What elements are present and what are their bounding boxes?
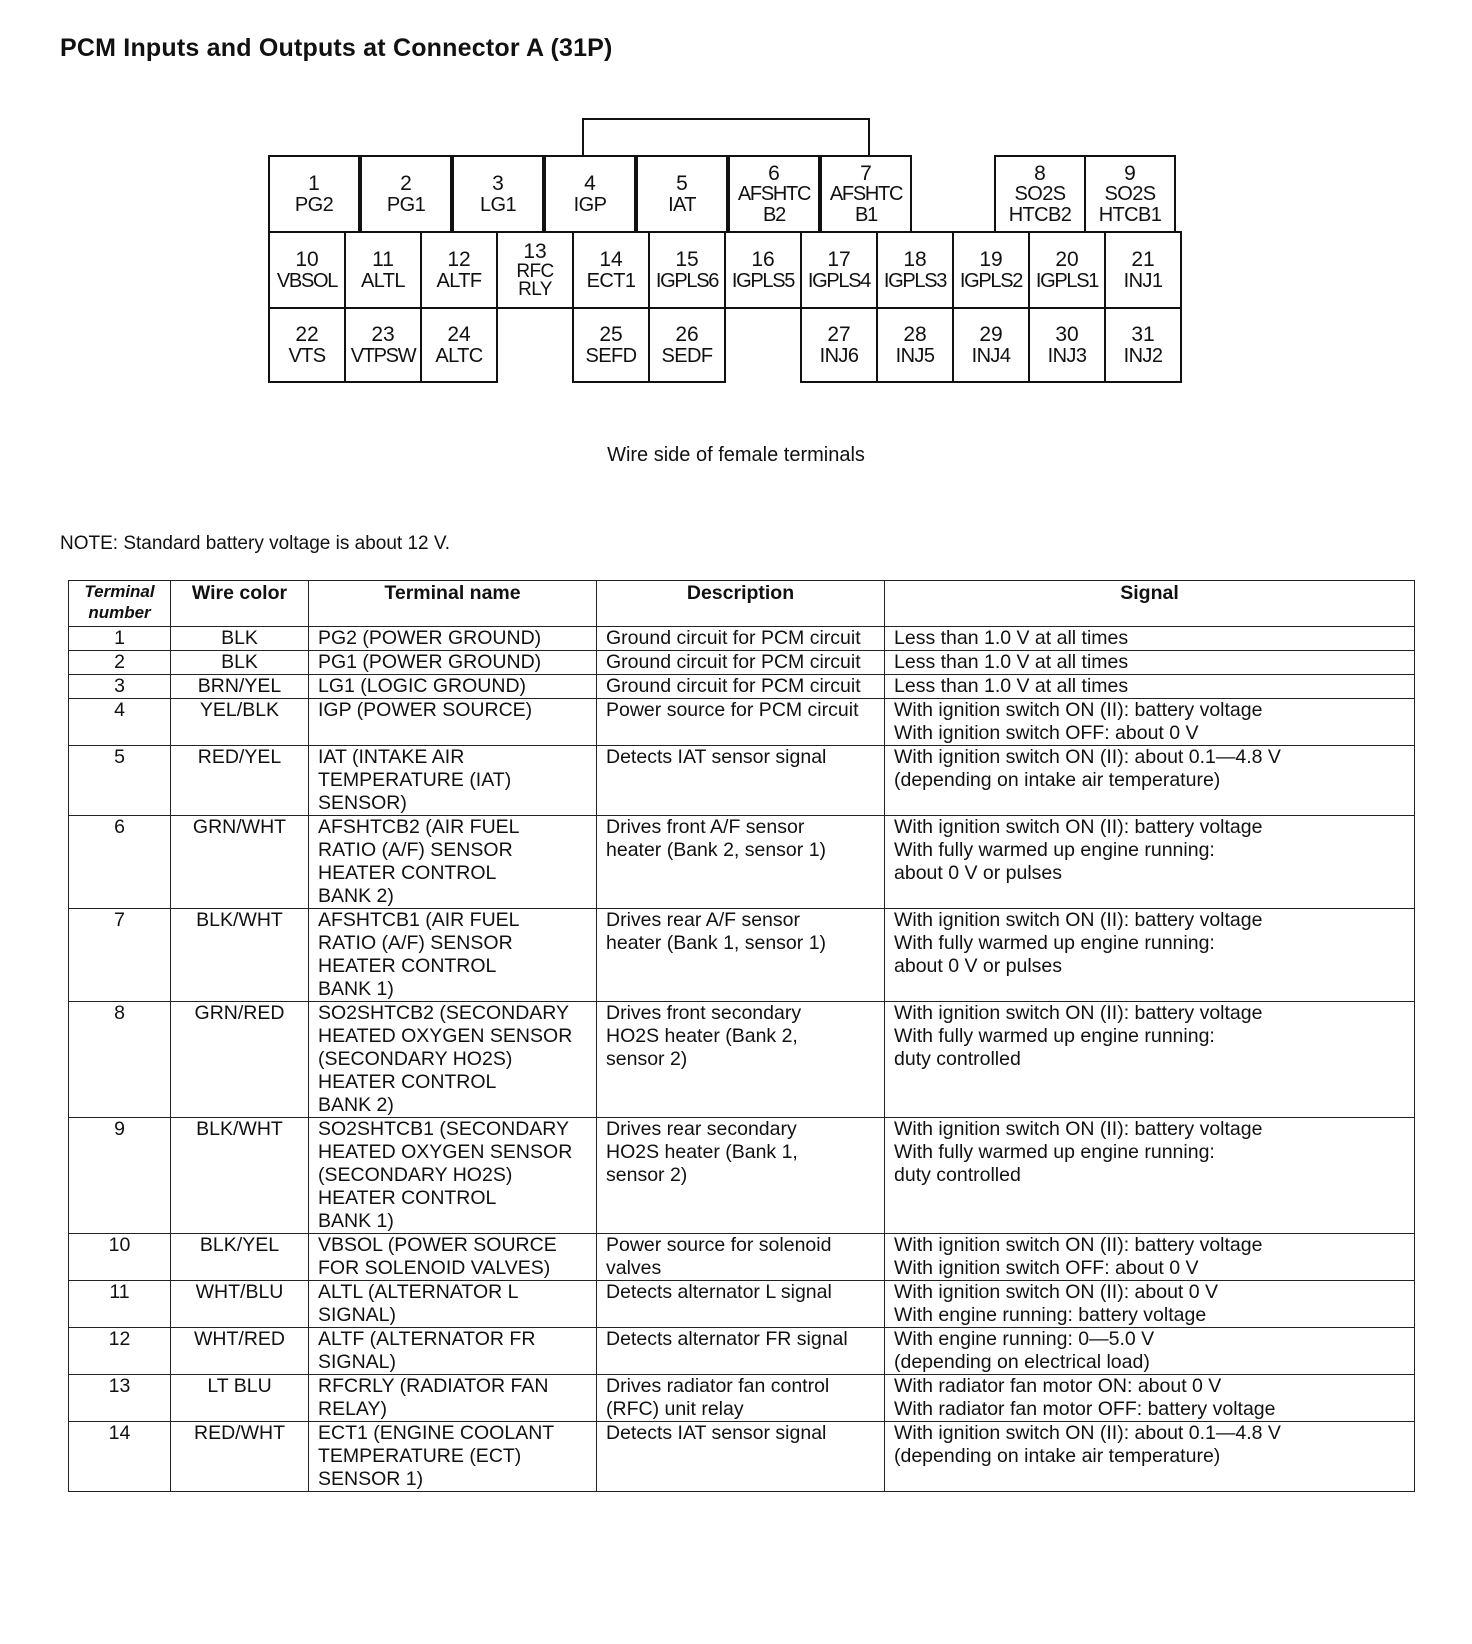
terminal-name: INJ5 — [895, 344, 935, 367]
terminal-number-cell: 1 — [69, 627, 171, 651]
terminal-number: 15 — [675, 248, 699, 272]
terminal-cell-10 — [268, 231, 346, 309]
terminal-name: PG2 — [294, 193, 334, 216]
header-signal: Signal — [885, 581, 1415, 627]
table-row — [69, 746, 1415, 816]
terminal-name: IAT — [668, 193, 696, 216]
terminal-number: 31 — [1131, 323, 1155, 347]
terminal-name: IGPLS6 — [655, 269, 719, 292]
description-cell: Drives front A/F sensor heater (Bank 2, sensor 1) — [597, 816, 885, 909]
description-cell: Detects IAT sensor signal — [597, 1422, 885, 1492]
terminal-name: VTS — [288, 344, 326, 367]
terminal-name: IGP — [573, 193, 607, 216]
terminal-cell-24 — [420, 307, 498, 383]
header-terminal-number: Terminal number — [69, 581, 171, 627]
terminal-name-cell: ALTF (ALTERNATOR FR SIGNAL) — [309, 1328, 597, 1375]
terminal-name-cell: SO2SHTCB1 (SECONDARY HEATED OXYGEN SENSOR (SECONDARY HO2S) HEATER CONTROL BANK 1) — [309, 1118, 597, 1234]
signal-cell: With engine running: 0—5.0 V (depending on electrical load) — [885, 1328, 1415, 1375]
description-cell: Drives rear A/F sensor heater (Bank 1, sensor 1) — [597, 909, 885, 1002]
terminal-name: INJ4 — [971, 344, 1011, 367]
description-cell: Detects alternator FR signal — [597, 1328, 885, 1375]
terminal-name: ECT1 — [586, 269, 636, 292]
terminal-number-cell: 11 — [69, 1281, 171, 1328]
terminal-cell-26 — [648, 307, 726, 383]
wire-color-cell: LT BLU — [171, 1375, 309, 1422]
terminal-name-cell: IAT (INTAKE AIR TEMPERATURE (IAT) SENSOR) — [309, 746, 597, 816]
terminal-name-cell: PG1 (POWER GROUND) — [309, 651, 597, 675]
terminal-number-cell: 4 — [69, 699, 171, 746]
terminal-number: 10 — [295, 248, 319, 272]
terminal-number: 24 — [447, 323, 471, 347]
terminal-cell-30 — [1028, 307, 1106, 383]
terminal-number: 2 — [400, 172, 412, 196]
terminal-name-cell: AFSHTCB1 (AIR FUEL RATIO (A/F) SENSOR HEATER CONTROL BANK 1) — [309, 909, 597, 1002]
signal-cell: With ignition switch ON (II): battery voltage With fully warmed up engine running: about 0 V or pulses — [885, 909, 1415, 1002]
terminal-cell-12 — [420, 231, 498, 309]
terminal-cell-2 — [360, 155, 452, 233]
terminal-number-cell: 12 — [69, 1328, 171, 1375]
wire-color-cell: BLK/YEL — [171, 1234, 309, 1281]
terminal-number: 4 — [584, 172, 596, 196]
terminal-number: 28 — [903, 323, 927, 347]
table-row — [69, 1234, 1415, 1281]
signal-cell: Less than 1.0 V at all times — [885, 675, 1415, 699]
terminal-table — [68, 580, 1415, 1492]
terminal-cell-29 — [952, 307, 1030, 383]
table-row — [69, 1118, 1415, 1234]
terminal-number: 25 — [599, 323, 623, 347]
terminal-cell-8 — [994, 155, 1086, 233]
terminal-number: 12 — [447, 248, 471, 272]
terminal-number: 7 — [860, 161, 872, 185]
terminal-name: IGPLS4 — [807, 269, 871, 292]
terminal-name: IGPLS1 — [1035, 269, 1099, 292]
terminal-number: 26 — [675, 323, 699, 347]
terminal-name: VBSOL — [276, 269, 338, 292]
description-cell: Power source for PCM circuit — [597, 699, 885, 746]
table-header-row — [69, 581, 1415, 627]
table-row — [69, 1375, 1415, 1422]
terminal-number: 9 — [1124, 161, 1136, 185]
terminal-name: ALTL — [361, 269, 405, 292]
terminal-number: 20 — [1055, 248, 1079, 272]
terminal-name: LG1 — [479, 193, 516, 216]
terminal-number: 13 — [523, 240, 547, 264]
terminal-number: 11 — [372, 248, 394, 272]
terminal-name: INJ2 — [1123, 344, 1163, 367]
terminal-cell-3 — [452, 155, 544, 233]
terminal-name: AFSHTC B2 — [737, 183, 811, 226]
table-row — [69, 675, 1415, 699]
terminal-cell-4 — [544, 155, 636, 233]
terminal-number: 29 — [979, 323, 1003, 347]
terminal-cell-17 — [800, 231, 878, 309]
terminal-cell-22 — [268, 307, 346, 383]
wire-color-cell: BLK/WHT — [171, 1118, 309, 1234]
wire-color-cell: BLK — [171, 651, 309, 675]
terminal-name: SEDF — [661, 344, 713, 367]
terminal-cell-5 — [636, 155, 728, 233]
terminal-name-cell: PG2 (POWER GROUND) — [309, 627, 597, 651]
terminal-number: 3 — [492, 172, 504, 196]
voltage-note: NOTE: Standard battery voltage is about 12 V. — [60, 533, 451, 554]
terminal-cell-28 — [876, 307, 954, 383]
terminal-cell-7 — [820, 155, 912, 233]
wire-color-cell: BRN/YEL — [171, 675, 309, 699]
terminal-cell-15 — [648, 231, 726, 309]
terminal-number-cell: 14 — [69, 1422, 171, 1492]
terminal-name-cell: LG1 (LOGIC GROUND) — [309, 675, 597, 699]
terminal-number: 8 — [1034, 161, 1046, 185]
terminal-name: VTPSW — [350, 344, 416, 367]
table-row — [69, 1002, 1415, 1118]
terminal-number-cell: 8 — [69, 1002, 171, 1118]
terminal-name: INJ6 — [819, 344, 859, 367]
terminal-cell-11 — [344, 231, 422, 309]
terminal-cell-25 — [572, 307, 650, 383]
connector-diagram — [268, 118, 1214, 403]
terminal-name-cell: AFSHTCB2 (AIR FUEL RATIO (A/F) SENSOR HEATER CONTROL BANK 2) — [309, 816, 597, 909]
terminal-name-cell: SO2SHTCB2 (SECONDARY HEATED OXYGEN SENSOR (SECONDARY HO2S) HEATER CONTROL BANK 2) — [309, 1002, 597, 1118]
terminal-name: IGPLS5 — [731, 269, 795, 292]
terminal-number: 17 — [827, 248, 851, 272]
terminal-number: 5 — [676, 172, 688, 196]
terminal-number-cell: 7 — [69, 909, 171, 1002]
terminal-cell-19 — [952, 231, 1030, 309]
signal-cell: With ignition switch ON (II): about 0 V With engine running: battery voltage — [885, 1281, 1415, 1328]
page-title: PCM Inputs and Outputs at Connector A (31P) — [60, 34, 613, 62]
terminal-number: 1 — [308, 172, 320, 196]
signal-cell: Less than 1.0 V at all times — [885, 651, 1415, 675]
terminal-number-cell: 5 — [69, 746, 171, 816]
wire-color-cell: RED/WHT — [171, 1422, 309, 1492]
terminal-cell-9 — [1084, 155, 1176, 233]
signal-cell: With ignition switch ON (II): battery voltage With fully warmed up engine running: about 0 V or pulses — [885, 816, 1415, 909]
terminal-cell-16 — [724, 231, 802, 309]
wire-color-cell: RED/YEL — [171, 746, 309, 816]
terminal-number: 14 — [599, 248, 623, 272]
terminal-number: 6 — [768, 161, 780, 185]
description-cell: Drives radiator fan control (RFC) unit relay — [597, 1375, 885, 1422]
terminal-number: 18 — [903, 248, 927, 272]
terminal-number-cell: 9 — [69, 1118, 171, 1234]
terminal-cell-21 — [1104, 231, 1182, 309]
terminal-cell-27 — [800, 307, 878, 383]
terminal-name: IGPLS3 — [883, 269, 947, 292]
description-cell: Drives rear secondary HO2S heater (Bank 1, sensor 2) — [597, 1118, 885, 1234]
terminal-name-cell: IGP (POWER SOURCE) — [309, 699, 597, 746]
wire-color-cell: GRN/RED — [171, 1002, 309, 1118]
terminal-cell-23 — [344, 307, 422, 383]
signal-cell: With ignition switch ON (II): about 0.1—4.8 V (depending on intake air temperature) — [885, 1422, 1415, 1492]
signal-cell: With radiator fan motor ON: about 0 V With radiator fan motor OFF: battery voltage — [885, 1375, 1415, 1422]
wire-color-cell: BLK — [171, 627, 309, 651]
table-row — [69, 816, 1415, 909]
terminal-name-cell: VBSOL (POWER SOURCE FOR SOLENOID VALVES) — [309, 1234, 597, 1281]
description-cell: Detects IAT sensor signal — [597, 746, 885, 816]
terminal-name: ALTF — [436, 269, 482, 292]
terminal-number: 23 — [371, 323, 395, 347]
wire-color-cell: YEL/BLK — [171, 699, 309, 746]
terminal-name: INJ1 — [1123, 269, 1163, 292]
wire-color-cell: WHT/RED — [171, 1328, 309, 1375]
signal-cell: With ignition switch ON (II): about 0.1—4.8 V (depending on intake air temperature) — [885, 746, 1415, 816]
terminal-number-cell: 6 — [69, 816, 171, 909]
table-row — [69, 699, 1415, 746]
terminal-number: 19 — [979, 248, 1003, 272]
terminal-cell-14 — [572, 231, 650, 309]
terminal-name-cell: RFCRLY (RADIATOR FAN RELAY) — [309, 1375, 597, 1422]
header-terminal-name: Terminal name — [309, 581, 597, 627]
terminal-name: SEFD — [585, 344, 637, 367]
signal-cell: With ignition switch ON (II): battery voltage With fully warmed up engine running: duty controlled — [885, 1002, 1415, 1118]
terminal-number: 22 — [295, 323, 319, 347]
table-row — [69, 627, 1415, 651]
wire-color-cell: GRN/WHT — [171, 816, 309, 909]
description-cell: Power source for solenoid valves — [597, 1234, 885, 1281]
terminal-name: RFC RLY — [516, 260, 554, 300]
terminal-cell-6 — [728, 155, 820, 233]
terminal-number: 16 — [751, 248, 775, 272]
connector-caption: Wire side of female terminals — [607, 444, 865, 466]
terminal-name: INJ3 — [1047, 344, 1087, 367]
terminal-name: SO2S HTCB2 — [1008, 183, 1072, 226]
header-wire-color: Wire color — [171, 581, 309, 627]
terminal-name: PG1 — [386, 193, 426, 216]
description-cell: Ground circuit for PCM circuit — [597, 675, 885, 699]
terminal-name-cell: ECT1 (ENGINE COOLANT TEMPERATURE (ECT) SENSOR 1) — [309, 1422, 597, 1492]
table-row — [69, 1281, 1415, 1328]
wire-color-cell: WHT/BLU — [171, 1281, 309, 1328]
terminal-number-cell: 13 — [69, 1375, 171, 1422]
terminal-cell-13 — [496, 231, 574, 309]
wire-color-cell: BLK/WHT — [171, 909, 309, 1002]
signal-cell: With ignition switch ON (II): battery voltage With fully warmed up engine running: duty controlled — [885, 1118, 1415, 1234]
table-row — [69, 1422, 1415, 1492]
description-cell: Drives front secondary HO2S heater (Bank 2, sensor 2) — [597, 1002, 885, 1118]
terminal-cell-18 — [876, 231, 954, 309]
terminal-name: AFSHTC B1 — [829, 183, 903, 226]
table-row — [69, 651, 1415, 675]
description-cell: Detects alternator L signal — [597, 1281, 885, 1328]
terminal-cell-31 — [1104, 307, 1182, 383]
terminal-number-cell: 3 — [69, 675, 171, 699]
signal-cell: Less than 1.0 V at all times — [885, 627, 1415, 651]
table-row — [69, 909, 1415, 1002]
description-cell: Ground circuit for PCM circuit — [597, 627, 885, 651]
terminal-number: 27 — [827, 323, 851, 347]
header-description: Description — [597, 581, 885, 627]
signal-cell: With ignition switch ON (II): battery voltage With ignition switch OFF: about 0 V — [885, 1234, 1415, 1281]
terminal-name: ALTC — [435, 344, 483, 367]
table-row — [69, 1328, 1415, 1375]
terminal-number: 21 — [1131, 248, 1155, 272]
terminal-cell-20 — [1028, 231, 1106, 309]
terminal-number-cell: 2 — [69, 651, 171, 675]
description-cell: Ground circuit for PCM circuit — [597, 651, 885, 675]
terminal-number: 30 — [1055, 323, 1079, 347]
terminal-name: SO2S HTCB1 — [1098, 183, 1162, 226]
terminal-cell-1 — [268, 155, 360, 233]
signal-cell: With ignition switch ON (II): battery voltage With ignition switch OFF: about 0 V — [885, 699, 1415, 746]
terminal-name-cell: ALTL (ALTERNATOR L SIGNAL) — [309, 1281, 597, 1328]
terminal-name: IGPLS2 — [959, 269, 1023, 292]
terminal-number-cell: 10 — [69, 1234, 171, 1281]
